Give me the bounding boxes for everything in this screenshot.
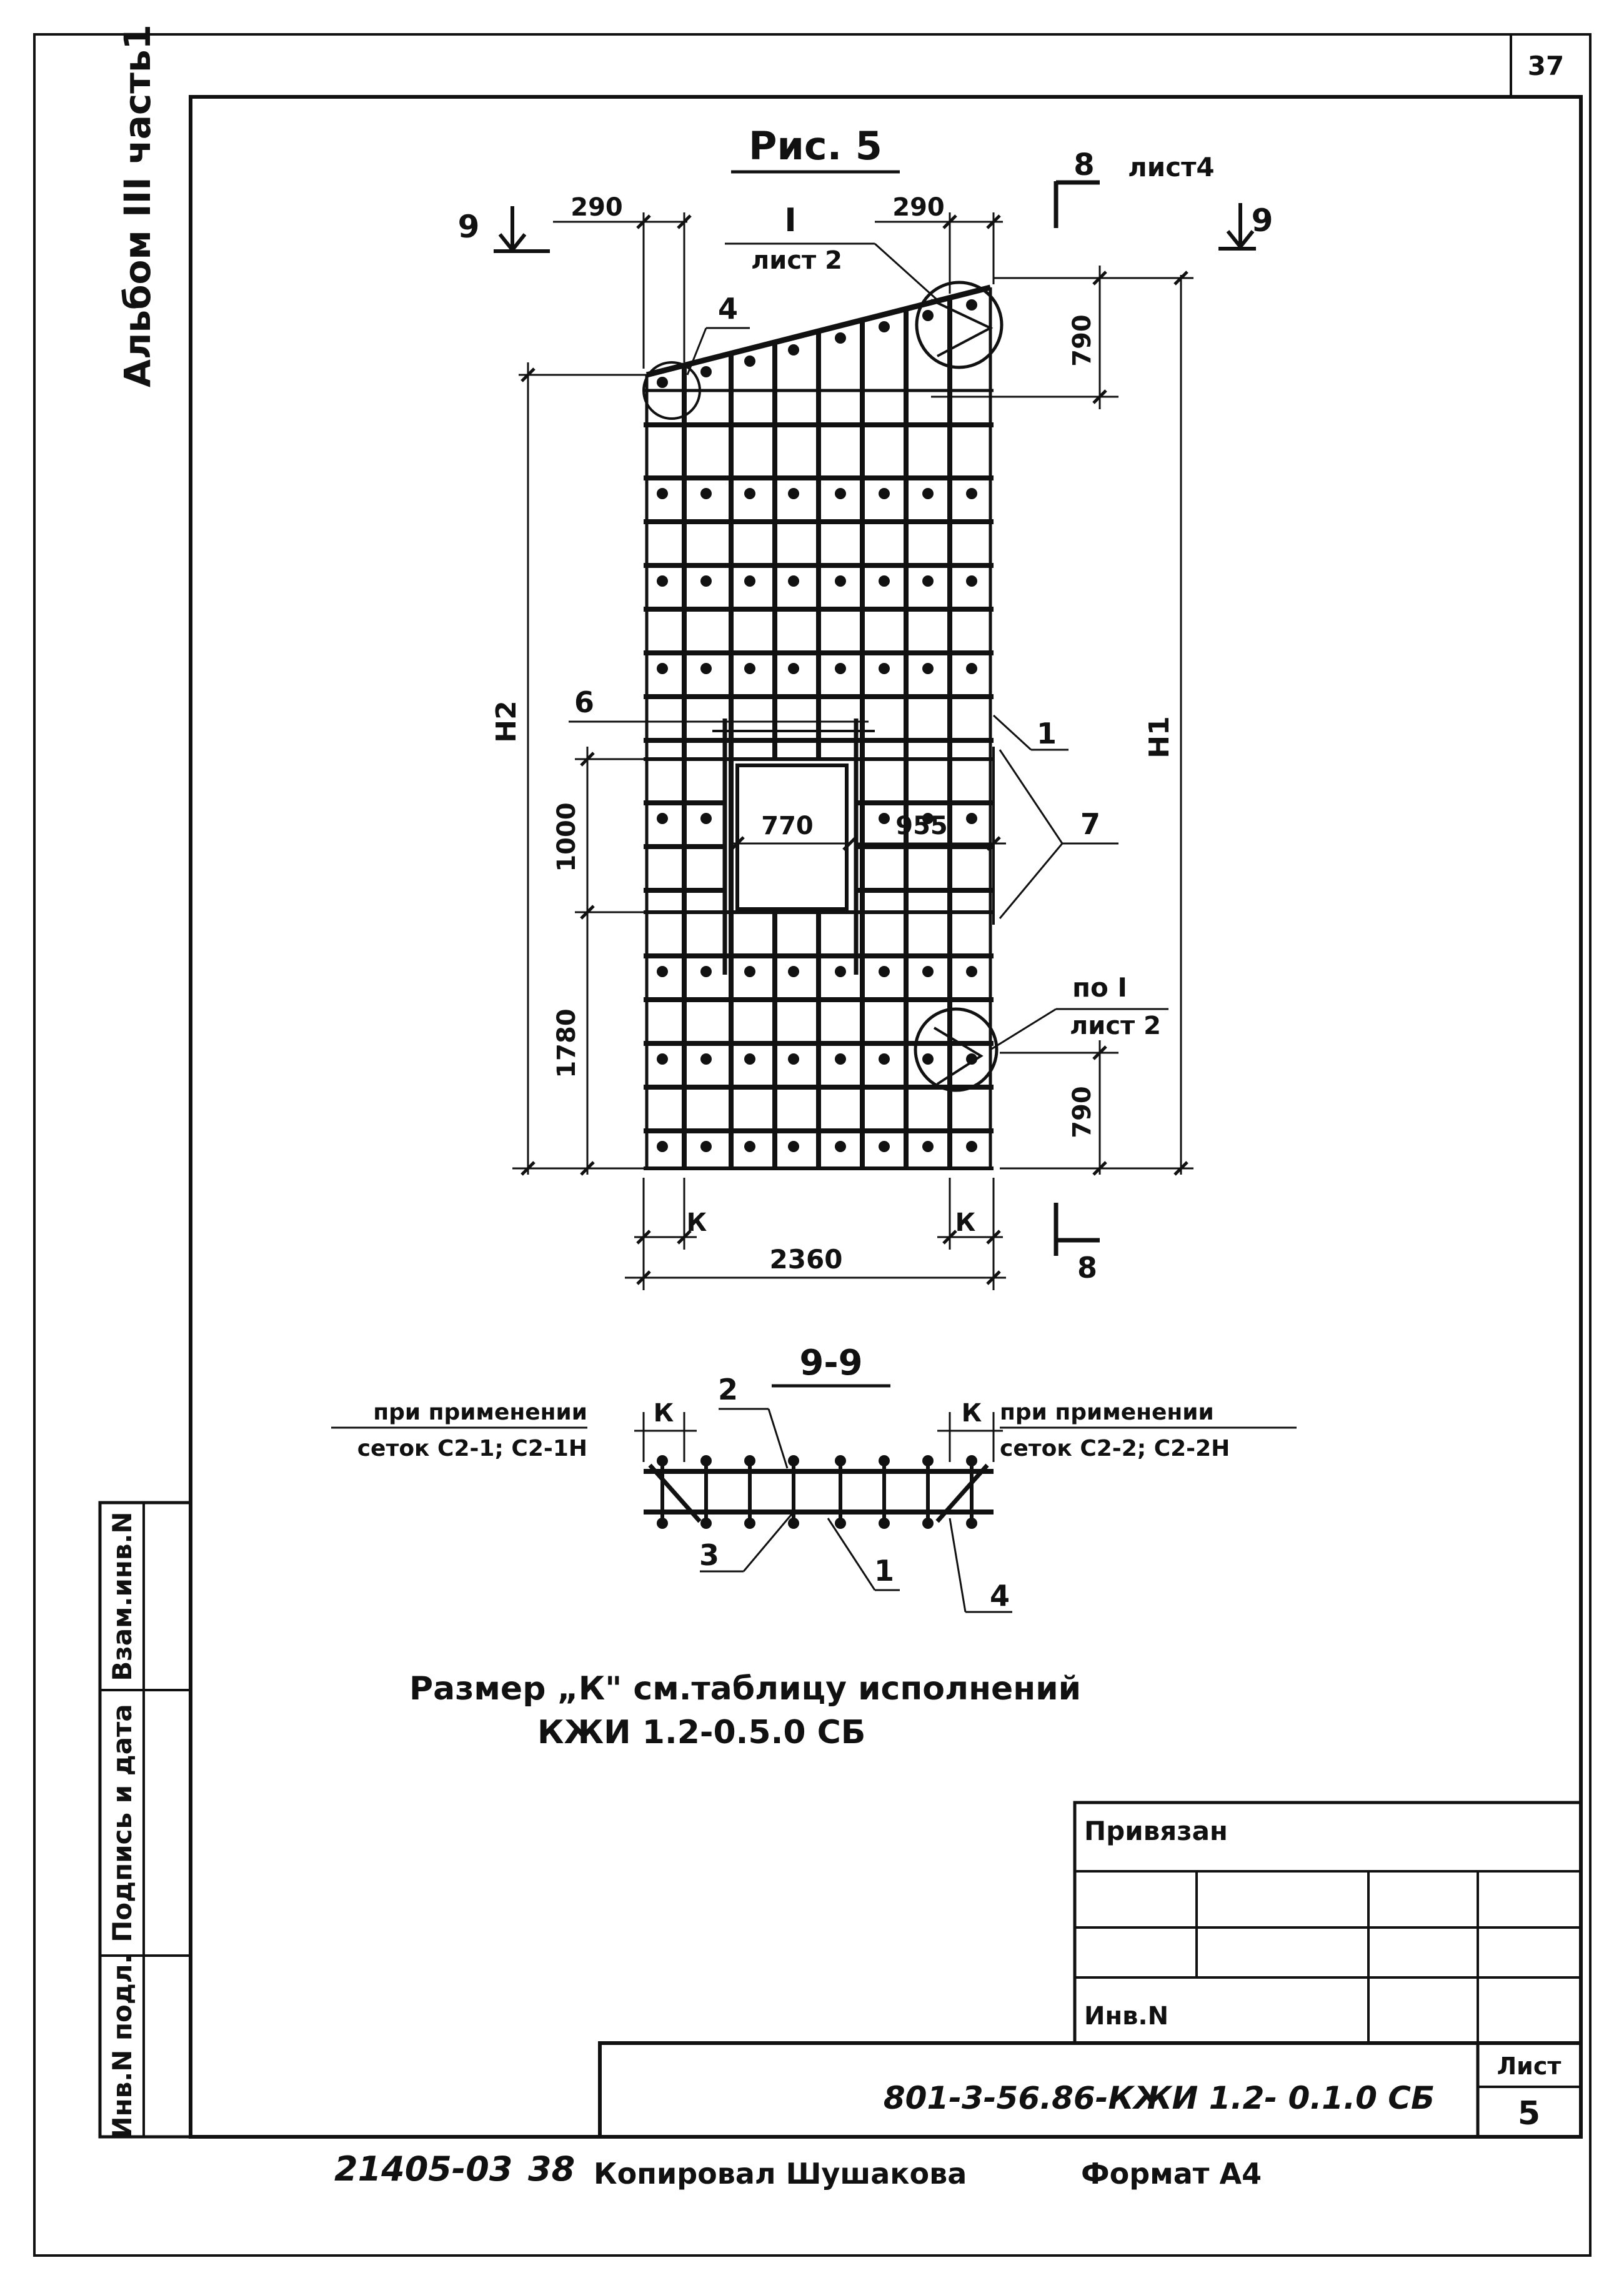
dim-2360: 2360 [769, 1244, 843, 1275]
footer-format: Формат А4 [1081, 2157, 1262, 2191]
section-pos2: 2 [717, 1373, 739, 1406]
node-i-sheet-label: лист 2 [751, 246, 842, 275]
dim-k-left: К [686, 1208, 707, 1237]
section-8-bottom: 8 [1077, 1251, 1098, 1285]
section-8-bottom-mark [1056, 1203, 1100, 1256]
section-view-title: 9-9 [799, 1343, 863, 1383]
title-block-lines [100, 1503, 1581, 2137]
dim-290-right: 290 [892, 193, 945, 222]
stamp-privyazan: Привязан [1084, 1816, 1228, 1846]
album-label: Альбом III часть1 [116, 24, 159, 387]
side-stamp-inv-podl: Инв.N подл. [107, 1954, 137, 2139]
section-8-top-sheet: лист4 [1128, 152, 1215, 182]
footer-order-seq: 38 [528, 2149, 575, 2189]
stamp-inv-n: Инв.N [1084, 2002, 1169, 2031]
node-i-label: I [784, 202, 797, 239]
stamp-doc-code: 801-3-56.86-КЖИ 1.2- 0.1.0 СБ [883, 2080, 1435, 2116]
node-po-i-label: по I [1072, 972, 1128, 1003]
section-right-note-1: при применении [1000, 1400, 1214, 1425]
dim-k-right: К [955, 1208, 976, 1237]
section-9-left: 9 [457, 209, 480, 245]
dim-1780: 1780 [552, 1008, 581, 1078]
note-line-2: КЖИ 1.2-0.5.0 СБ [537, 1714, 866, 1751]
section-k-right: К [961, 1399, 982, 1428]
callout-pos6: 6 [574, 685, 595, 719]
dim-290-left: 290 [570, 193, 623, 222]
section-pos3: 3 [699, 1538, 720, 1572]
figure-title: Рис. 5 [749, 123, 882, 169]
dim-770: 770 [761, 812, 814, 840]
rebar-mesh [644, 287, 994, 1168]
callout-pos4-top: 4 [717, 292, 739, 326]
section-right-note-2: сеток С2-2; С2-2Н [1000, 1436, 1230, 1461]
dim-h1: Н1 [1143, 716, 1175, 759]
dim-1000: 1000 [552, 802, 581, 872]
section-9-right-mark [1218, 203, 1256, 249]
inner-frame [191, 97, 1581, 2137]
section-8-top-mark [1056, 181, 1100, 228]
section-pos4: 4 [989, 1579, 1010, 1613]
callout-pos7: 7 [1080, 807, 1101, 841]
node-po-i-circle [915, 1009, 997, 1090]
section-left-note-2: сеток С2-1; С2-1Н [357, 1436, 587, 1461]
dim-h2: Н2 [491, 700, 522, 743]
section-left-note-1: при применении [373, 1400, 587, 1425]
section-k-left: К [653, 1399, 674, 1428]
footer-copied-by: Копировал Шушакова [594, 2157, 967, 2191]
note-line-1: Размер „К" см.таблицу исполнений [409, 1670, 1082, 1708]
section-8-top: 8 [1074, 147, 1095, 182]
dim-955: 955 [895, 812, 948, 840]
callout-pos1-top: 1 [1036, 717, 1057, 750]
section-9-left-mark [494, 206, 550, 251]
stamp-sheet-label: Лист [1497, 2052, 1562, 2080]
dim-790-top: 790 [1068, 314, 1097, 367]
node-po-i-sheet-label: лист 2 [1070, 1012, 1161, 1040]
footer-order-no: 21405-03 [334, 2149, 513, 2189]
outer-frame [34, 34, 1590, 2256]
dim-790-bottom: 790 [1068, 1086, 1097, 1138]
page-number: 37 [1527, 51, 1565, 81]
section-9-right: 9 [1251, 202, 1273, 239]
side-stamp-vzam-inv: Взам.инв.N [107, 1511, 137, 1681]
stamp-sheet-number: 5 [1517, 2095, 1541, 2132]
side-stamp-podpis-data: Подпись и дата [107, 1704, 137, 1942]
section-pos1: 1 [874, 1554, 895, 1588]
